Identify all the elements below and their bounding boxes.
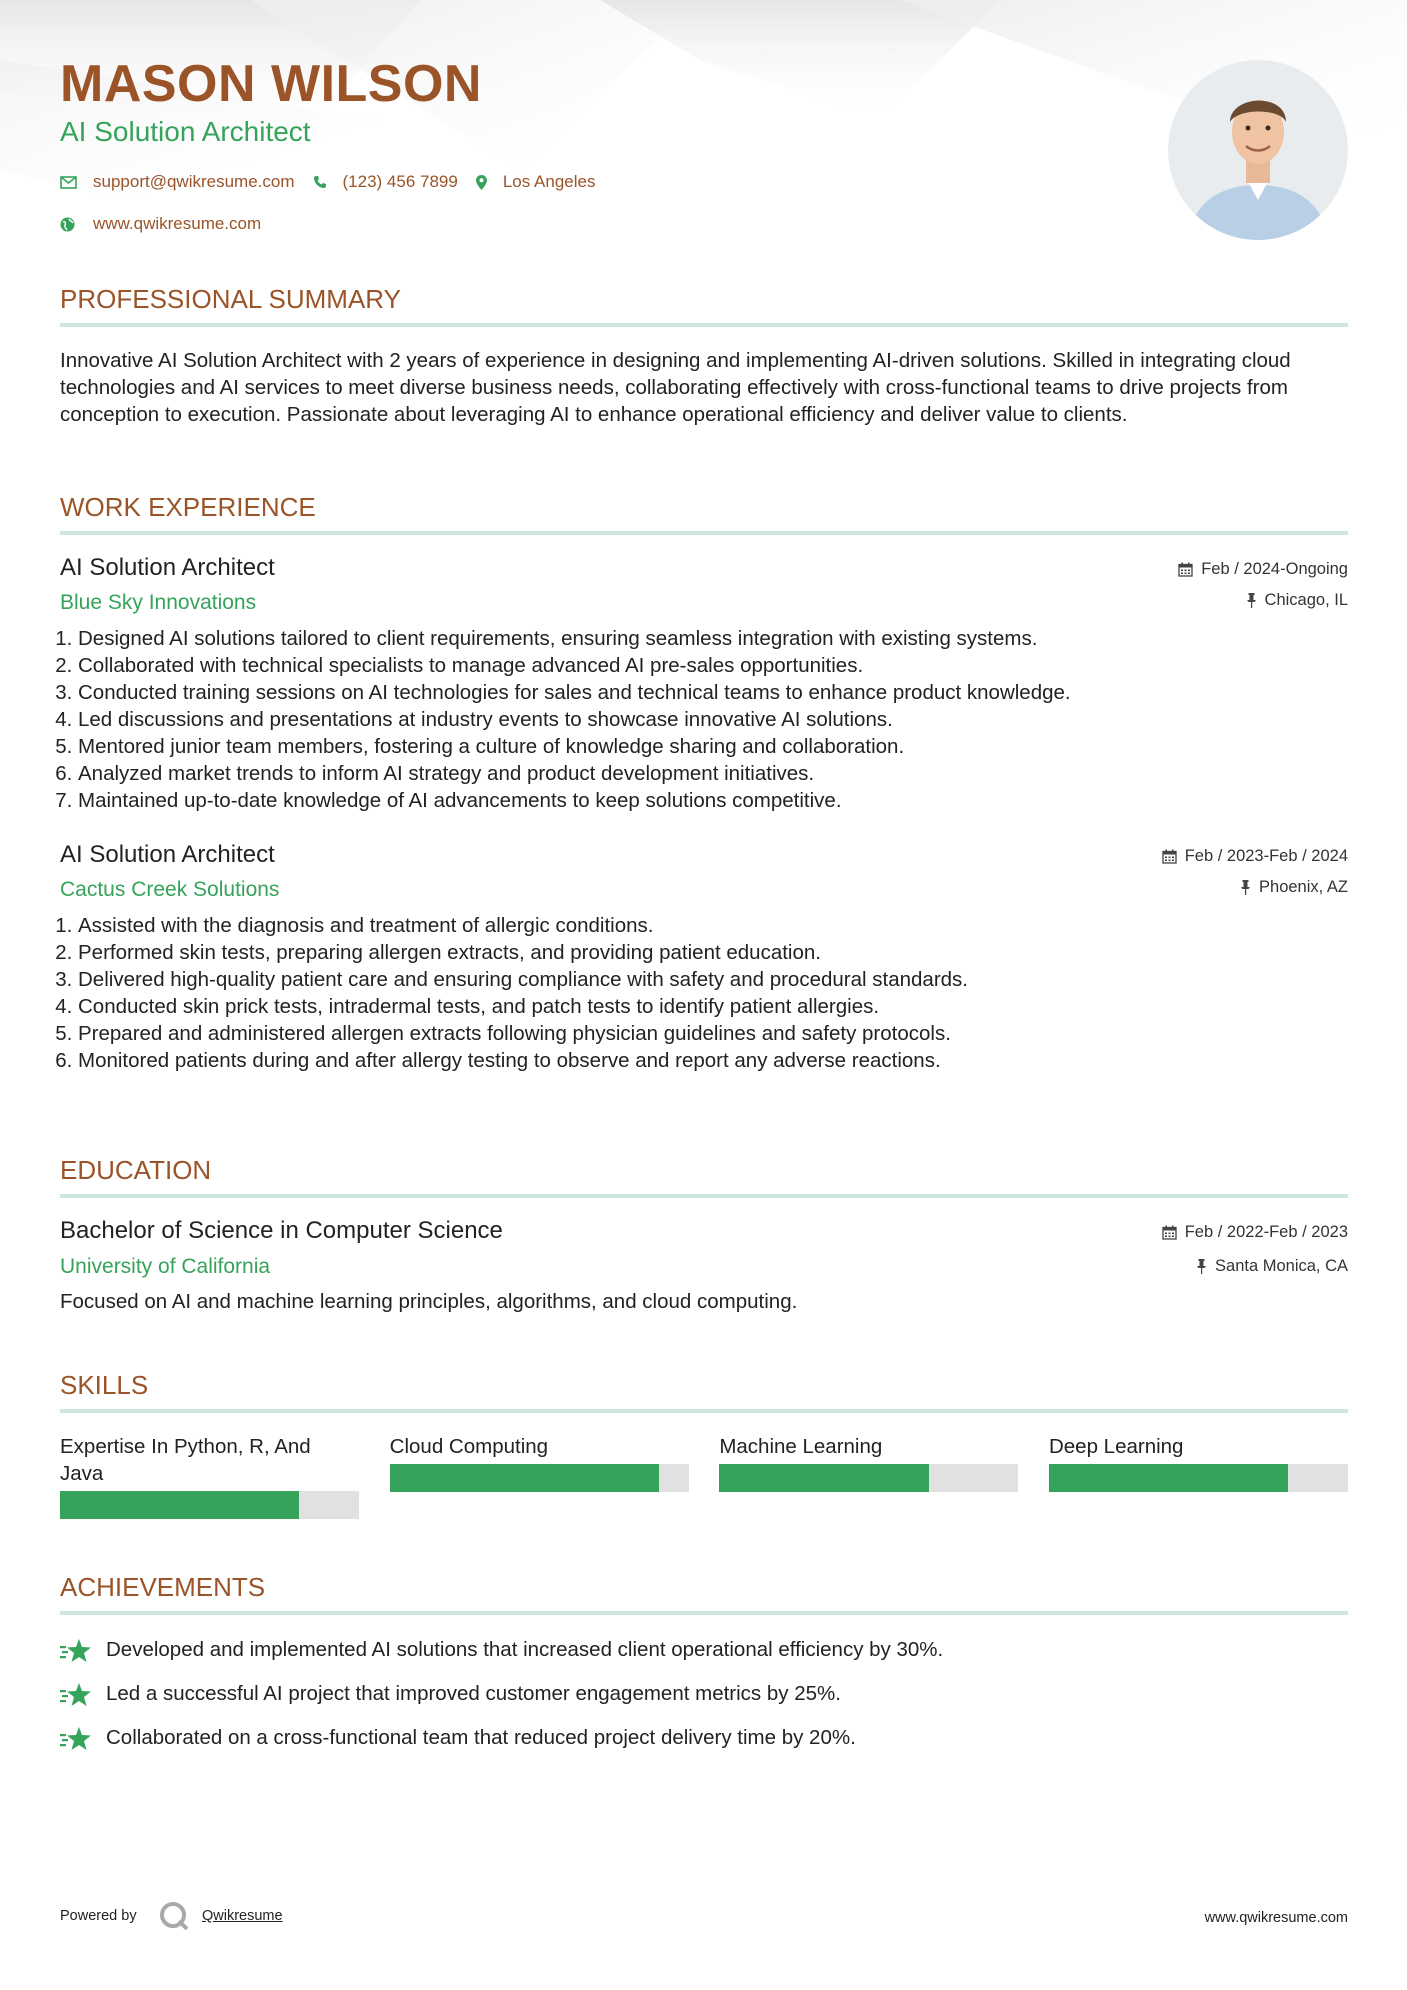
- education-dates: [1162, 1223, 1348, 1242]
- skill-bar: [719, 1464, 1018, 1492]
- job-dates-text: Feb / 2024-Ongoing: [1201, 560, 1348, 578]
- achievement-item: [60, 1716, 1348, 1760]
- pushpin-icon: [1196, 1259, 1207, 1274]
- footer: [60, 1898, 1348, 1938]
- summary-text: Innovative AI Solution Architect with 2 years of experience in designing and implementing AI-driven solutions. Skilled in integrating cloud technologies and AI services to meet diverse business needs, collaborating effectively with cross-functional teams to drive projects from conception to execution. Passionate about leveraging AI to enhance operational efficiency and deliver value to clients.: [60, 349, 1291, 426]
- job-title: AI Solution Architect: [60, 554, 275, 581]
- calendar-icon: [1162, 1225, 1177, 1240]
- contact-phone[interactable]: [313, 172, 458, 192]
- map-pin-icon: [476, 175, 487, 190]
- summary-section: [60, 286, 1348, 428]
- contact-email[interactable]: [60, 172, 295, 192]
- footer-website[interactable]: www.qwikresume.com: [1204, 1910, 1348, 1926]
- skill-name: Cloud Computing: [389, 1435, 549, 1458]
- skill-bar-fill: [719, 1464, 928, 1492]
- school-name: University of California: [60, 1255, 271, 1278]
- degree-title: Bachelor of Science in Computer Science: [60, 1217, 503, 1244]
- qwikresume-link[interactable]: Qwikresume: [202, 1908, 283, 1924]
- skill-item: [390, 1433, 689, 1519]
- list-item: 5. Prepared and administered allergen extracts following physician guidelines and safety protocols.: [78, 1020, 1348, 1047]
- calendar-icon: [1178, 562, 1193, 577]
- calendar-icon: [1162, 849, 1177, 864]
- list-item: 6. Monitored patients during and after allergy testing to observe and report any adverse reactions.: [78, 1047, 1348, 1074]
- skill-bar: [60, 1491, 359, 1519]
- job-location: [1246, 591, 1348, 610]
- pushpin-icon: [1240, 880, 1251, 895]
- avatar: [1168, 60, 1348, 240]
- candidate-name: MASON WILSON: [60, 55, 482, 113]
- globe-icon: [60, 217, 75, 232]
- job-dates-text: Feb / 2023-Feb / 2024: [1184, 847, 1348, 865]
- contact-location: [476, 172, 596, 192]
- skill-bar-fill: [390, 1464, 659, 1492]
- education-dates-text: Feb / 2022-Feb / 2023: [1184, 1223, 1348, 1241]
- achievement-text: Led a successful AI project that improved customer engagement metrics by 25%.: [106, 1682, 841, 1705]
- job-entry: [60, 843, 1348, 1074]
- location-text: Los Angeles: [502, 172, 596, 191]
- powered-by-label: Powered by: [60, 1908, 137, 1924]
- envelope-icon: [60, 176, 77, 189]
- phone-icon: [313, 175, 327, 189]
- skill-bar-fill: [60, 1491, 299, 1519]
- star-award-icon: [60, 1637, 92, 1663]
- skills-heading: SKILLS: [60, 1372, 1348, 1413]
- achievement-item: [60, 1672, 1348, 1716]
- list-item: 2. Performed skin tests, preparing allergen extracts, and providing patient education.: [78, 939, 1348, 966]
- qwikresume-logo-icon: [158, 1900, 190, 1932]
- summary-heading: PROFESSIONAL SUMMARY: [60, 286, 1348, 327]
- list-item: 5. Mentored junior team members, fostering a culture of knowledge sharing and collaboration.: [78, 733, 1348, 760]
- list-item: 6. Analyzed market trends to inform AI strategy and product development initiatives.: [78, 760, 1348, 787]
- skill-name: Machine Learning: [719, 1435, 883, 1458]
- skill-name: Expertise In Python, R, And Java: [60, 1435, 311, 1485]
- experience-heading: WORK EXPERIENCE: [60, 494, 1348, 535]
- skill-name: Deep Learning: [1048, 1435, 1184, 1458]
- skill-bar: [1049, 1464, 1348, 1492]
- list-item: 4. Conducted skin prick tests, intradermal tests, and patch tests to identify patient allergies.: [78, 993, 1348, 1020]
- education-section: [60, 1157, 1348, 1315]
- achievement-text: Developed and implemented AI solutions that increased client operational efficiency by 30%.: [106, 1638, 944, 1661]
- job-bullets: [60, 912, 1348, 1074]
- skills-grid: [60, 1433, 1348, 1519]
- skill-item: [1049, 1433, 1348, 1519]
- job-dates: [1162, 847, 1348, 866]
- list-item: 1. Assisted with the diagnosis and treatment of allergic conditions.: [78, 912, 1348, 939]
- job-dates: [1178, 560, 1348, 579]
- achievements-heading: ACHIEVEMENTS: [60, 1574, 1348, 1615]
- skill-item: [60, 1433, 359, 1519]
- pushpin-icon: [1246, 593, 1257, 608]
- list-item: 1. Designed AI solutions tailored to client requirements, ensuring seamless integration with existing systems.: [78, 625, 1348, 652]
- job-title: AI Solution Architect: [60, 841, 275, 868]
- job-entry: [60, 556, 1348, 814]
- achievements-section: [60, 1574, 1348, 1760]
- skills-section: [60, 1372, 1348, 1519]
- achievement-text: Collaborated on a cross-functional team that reduced project delivery time by 20%.: [106, 1726, 856, 1749]
- star-award-icon: [60, 1725, 92, 1751]
- achievements-list: [60, 1628, 1348, 1760]
- skill-bar-fill: [1049, 1464, 1288, 1492]
- star-award-icon: [60, 1681, 92, 1707]
- website-text: www.qwikresume.com: [93, 214, 262, 233]
- skill-item: [719, 1433, 1018, 1519]
- company-name: Blue Sky Innovations: [60, 591, 257, 614]
- list-item: 4. Led discussions and presentations at industry events to showcase innovative AI solutions.: [78, 706, 1348, 733]
- achievement-item: [60, 1628, 1348, 1672]
- candidate-title: AI Solution Architect: [60, 116, 311, 147]
- company-name: Cactus Creek Solutions: [60, 878, 280, 901]
- contact-website[interactable]: [60, 214, 261, 234]
- experience-section: [60, 494, 1348, 1074]
- education-location: [1196, 1257, 1348, 1276]
- list-item: 3. Conducted training sessions on AI technologies for sales and technical teams to enhance product knowledge.: [78, 679, 1348, 706]
- education-location-text: Santa Monica, CA: [1215, 1257, 1348, 1275]
- phone-text: (123) 456 7899: [342, 172, 458, 191]
- list-item: 7. Maintained up-to-date knowledge of AI advancements to keep solutions competitive.: [78, 787, 1348, 814]
- contact-row: [60, 172, 613, 192]
- education-heading: EDUCATION: [60, 1157, 1348, 1198]
- job-location-text: Phoenix, AZ: [1259, 878, 1348, 896]
- education-description: Focused on AI and machine learning principles, algorithms, and cloud computing.: [60, 1290, 798, 1313]
- job-bullets: [60, 625, 1348, 814]
- list-item: 3. Delivered high-quality patient care and ensuring compliance with safety and procedural standards.: [78, 966, 1348, 993]
- skill-bar: [390, 1464, 689, 1492]
- list-item: 2. Collaborated with technical specialists to manage advanced AI pre-sales opportunities.: [78, 652, 1348, 679]
- education-entry: [60, 1219, 1348, 1315]
- email-text: support@qwikresume.com: [93, 172, 295, 191]
- job-location: [1240, 878, 1348, 897]
- job-location-text: Chicago, IL: [1264, 591, 1348, 609]
